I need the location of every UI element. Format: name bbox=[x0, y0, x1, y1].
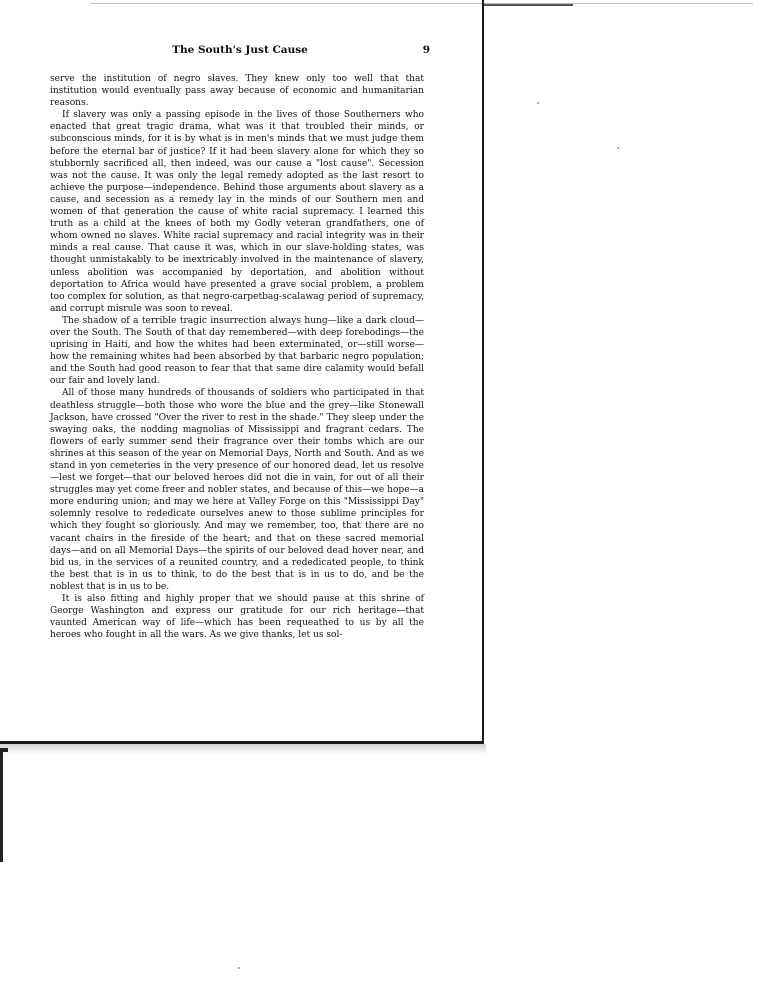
scan-top-edge-mark bbox=[483, 4, 573, 6]
page-number: 9 bbox=[422, 44, 430, 56]
paragraph-continuation: serve the institution of negro slaves. They knew only too well that that institution would eventually pass away because of economic and humanitarian reasons. bbox=[50, 74, 424, 109]
page-body bbox=[50, 73, 424, 641]
book-page bbox=[0, 0, 484, 744]
scan-edge-mark bbox=[0, 752, 3, 862]
page-header bbox=[50, 44, 430, 62]
paragraph: It is also fitting and highly proper that we should pause at this shrine of George Washington and express our gratitude for our rich heritage—that vaunted American way of life—which has been requeathed to us by all the heroes who fought in all the wars. As we give thanks, let us sol- bbox=[50, 594, 424, 641]
paragraph: All of those many hundreds of thousands of soldiers who participated in that deathless struggle—both those who wore the blue and the grey—like Stonewall Jackson, have crossed "Over the river to rest in the shade." They sleep under the swaying oaks, the nodding magnolias of Mississippi and fragrant cedars. The flowers of early summer send their fragrance over their tombs which are our shrines at this season of the year on Memorial Days, North and South. And as we stand in yon cemeteries in the very presence of our honored dead, let us resolve—lest we forget—that our beloved heroes did not die in vain, for out of all their struggles may yet come freer and nobler states, and because of this—we hope—a more enduring union; and may we here at Valley Forge on this "Mississippi Day" solemnly resolve to rededicate ourselves anew to those sublime principles for which they fought so gloriously. And may we remember, too, that there are no vacant chairs in the fireside of the heart; and that on these sacred memorial days—and on all Memorial Days—the spirits of our beloved dead hover near, and bid us, in the services of a reunited country, and a rededicated people, to think the best that is in us to think, to do the best that is in us to do, and be the noblest that is in us to be. bbox=[50, 388, 424, 592]
running-title: The South's Just Cause bbox=[172, 44, 308, 56]
paragraph: If slavery was only a passing episode in the lives of those Southerners who enacted that great tragic drama, what was it that troubled their minds, or subconscious minds, for it is by what is in men's minds that we must judge them before the eternal bar of justice? If it had been slavery alone for which they so stubbornly sacrificed all, then indeed, was our cause a "lost cause". Secession was not the cause. It was only the legal remedy adopted as the last resort to achieve the purpose—independence. Behind those arguments about slavery as a cause, and secession as a remedy lay in the minds of our Southern men and women of that generation the cause of white racial supremacy. I learned this truth as a child at the knees of both my Godly veteran grandfathers, one of whom owned no slaves. White racial supremacy and racial integrity was in their minds a real cause. That cause it was, which in our slave-holding states, was thought unmistakably to be inextricably involved in the maintenance of slavery, unless abolition was accompanied by deportation, and abolition without deportation to Africa would have presented a grave social problem, a problem too complex for solution, as that negro-carpetbag-scalawag period of supremacy, and corrupt misrule was soon to reveal. bbox=[50, 110, 424, 314]
paragraph: The shadow of a terrible tragic insurrection always hung—like a dark cloud—over the South. The South of that day remembered—with deep forebodings—the uprising in Haiti, and how the whites had been exterminated, or—still worse—how the remaining whites had been absorbed by that barbaric negro population; and the South had good reason to fear that that same dire calamity would befall our fair and lovely land. bbox=[50, 315, 424, 387]
page-edge-shadow bbox=[0, 744, 486, 754]
scan-speck bbox=[238, 967, 240, 969]
scan-speck bbox=[537, 102, 539, 104]
scan-speck bbox=[617, 147, 619, 149]
